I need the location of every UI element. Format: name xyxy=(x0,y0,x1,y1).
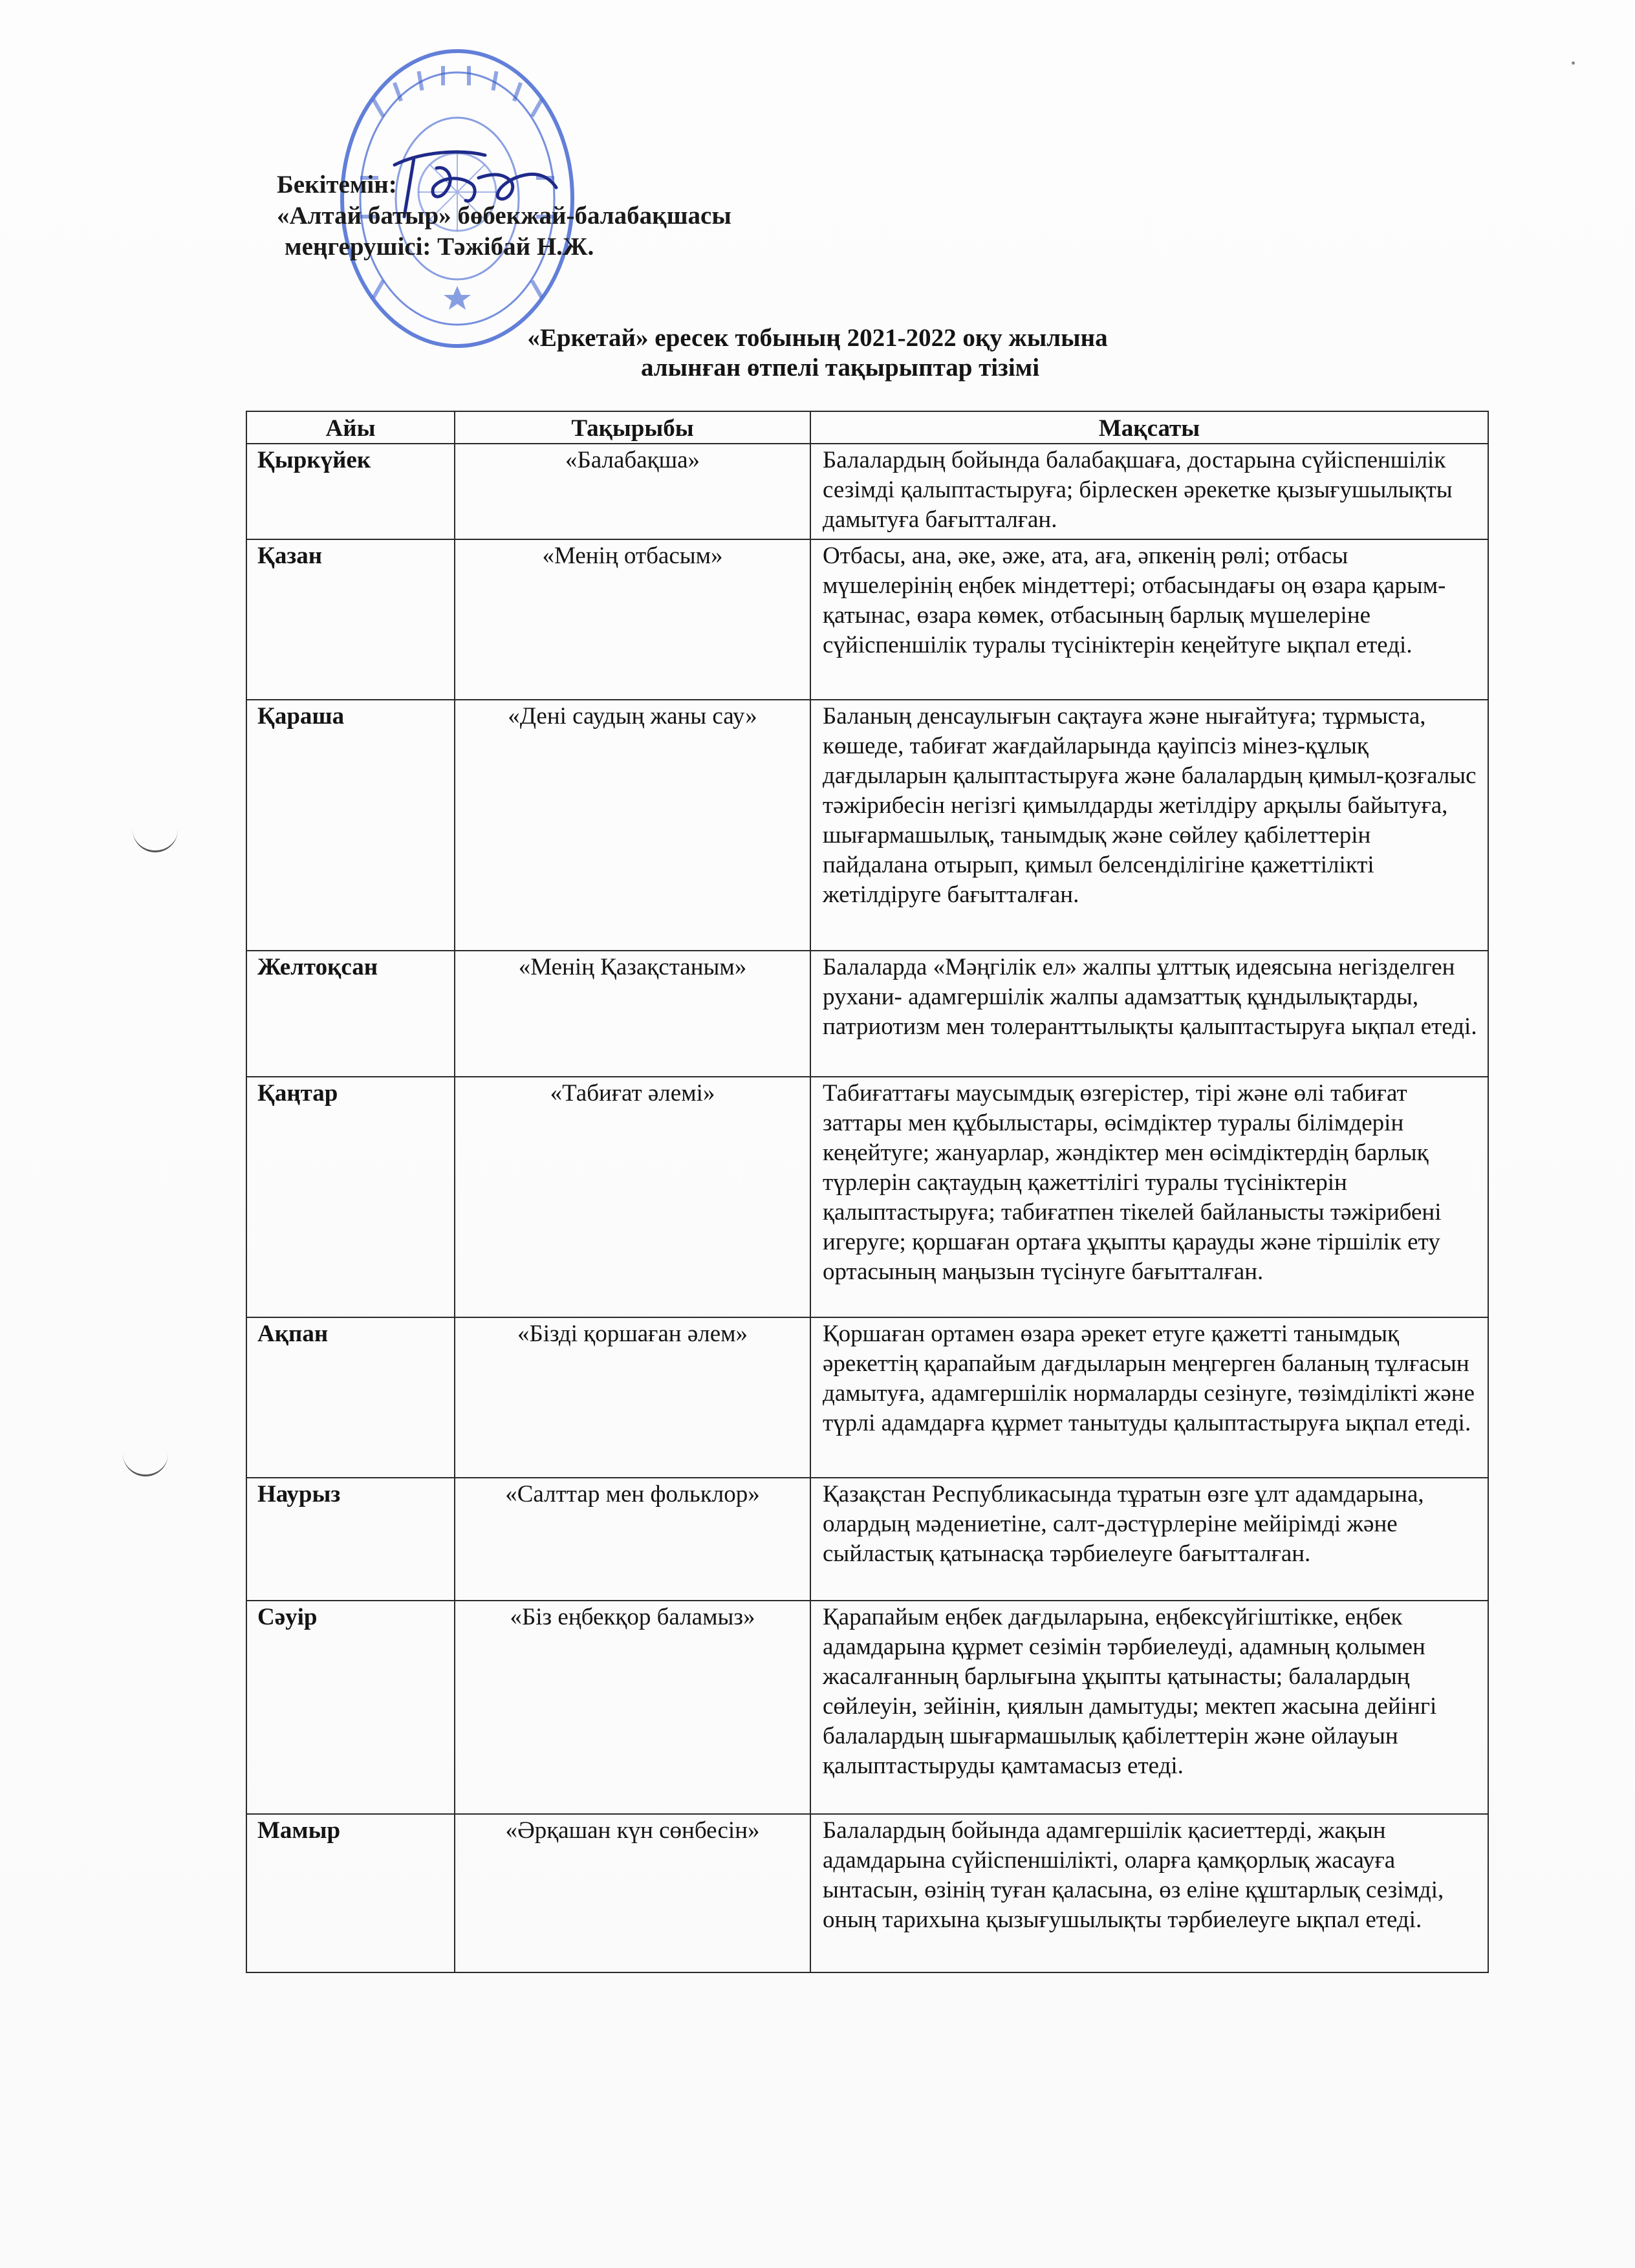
table-row xyxy=(246,951,1488,1077)
month-cell: Ақпан xyxy=(246,1317,455,1478)
director-name: меңгерушісі: Тәжібай Н.Ж. xyxy=(285,233,594,261)
table-row xyxy=(246,1317,1488,1478)
topic-cell: «Салттар мен фольклор» xyxy=(455,1478,810,1601)
topic-cell: «Әрқашан күн сөнбесін» xyxy=(455,1814,810,1972)
topic-cell: «Менің Қазақстаным» xyxy=(455,951,810,1077)
approval-label: Бекітемін: xyxy=(277,171,397,199)
goal-cell: Балалардың бойында адамгершілік қасиеттерді, жақын адамдарына сүйіспеншілікті, оларға қамқорлық жасауға ынтасын, өзінің туған қаласына, өз еліне құштарлық сезімді, оның тарихына қызығушылықты тәрбиелеуге ықпал етеді. xyxy=(810,1814,1488,1972)
title-line-1: «Еркетай» ересек тобының 2021-2022 оқу жылына xyxy=(527,324,1108,352)
month-cell: Қараша xyxy=(246,700,455,951)
topic-cell: «Біз еңбекқор баламыз» xyxy=(455,1601,810,1814)
topic-cell: «Менің отбасым» xyxy=(455,539,810,700)
topic-cell: «Балабақша» xyxy=(455,444,810,539)
table-row xyxy=(246,1478,1488,1601)
goal-cell: Отбасы, ана, әке, әже, ата, аға, әпкенің рөлі; отбасы мүшелерінің еңбек міндеттері; отбасындағы оң өзара қарым-қатынас, өзара көмек, отбасының барлық мүшелеріне сүйіспеншілік туралы түсініктерін кеңейтуге ықпал етеді. xyxy=(810,539,1488,700)
topic-cell: «Табиғат әлемі» xyxy=(455,1077,810,1317)
month-cell: Қыркүйек xyxy=(246,444,455,539)
table-row xyxy=(246,1601,1488,1814)
month-cell: Қаңтар xyxy=(246,1077,455,1317)
goal-cell: Баланың денсаулығын сақтауға және нығайтуға; тұрмыста, көшеде, табиғат жағдайларында қауіпсіз мінез-құлық дағдыларын қалыптастыруға және балалардың қимыл-қозғалыс тәжірибесін негізгі қимылдарды жетілдіру арқылы байытуға, шығармашылық, танымдық және сөйлеу қабілеттерін пайдалана отырып, қимыл белсенділігіне қажеттілікті жетілдіруге бағытталған. xyxy=(810,700,1488,951)
month-cell: Наурыз xyxy=(246,1478,455,1601)
title-line-2: алынған өтпелі тақырыптар тізімі xyxy=(640,354,1040,382)
topic-cell: «Бізді қоршаған әлем» xyxy=(455,1317,810,1478)
header-goal: Мақсаты xyxy=(810,411,1488,444)
table-row xyxy=(246,444,1488,539)
month-cell: Сәуір xyxy=(246,1601,455,1814)
topic-cell: «Дені саудың жаны сау» xyxy=(455,700,810,951)
kindergarten-name: «Алтай батыр» бөбекжай-балабақшасы xyxy=(277,202,731,230)
table-row xyxy=(246,700,1488,951)
table-row xyxy=(246,1077,1488,1317)
table-header-row xyxy=(246,411,1488,444)
goal-cell: Балалардың бойында балабақшаға, достарына сүйіспеншілік сезімді қалыптастыруға; бірлескен әрекетке қызығушылықты дамытуға бағытталған. xyxy=(810,444,1488,539)
month-cell: Қазан xyxy=(246,539,455,700)
document-title xyxy=(0,323,1635,383)
approval-block xyxy=(277,169,731,263)
month-cell: Мамыр xyxy=(246,1814,455,1972)
goal-cell: Қоршаған ортамен өзара әрекет етуге қажетті танымдық әрекеттің қарапайым дағдыларын меңгерген баланың тұлғасын дамытуға, адамгершілік нормаларды сезінуге, төзімділікті және түрлі адамдарға құрмет танытуды қалыптастыруға ықпал етеді. xyxy=(810,1317,1488,1478)
thematic-plan-table xyxy=(246,411,1489,1973)
month-cell: Желтоқсан xyxy=(246,951,455,1077)
goal-cell: Қарапайым еңбек дағдыларына, еңбексүйгіштікке, еңбек адамдарына құрмет сезімін тәрбиелеуді, адамның қолымен жасалғанның барлығына ұқыпты қатынасты; балалардың сөйлеуін, зейінін, қиялын дамытуды; мектеп жасына дейінгі балалардың шығармашылық қабілеттерін және ойлауын қалыптастыруды қамтамасыз етеді. xyxy=(810,1601,1488,1814)
goal-cell: Табиғаттағы маусымдық өзгерістер, тірі және өлі табиғат заттары мен құбылыстары, өсімдіктер туралы білімдерін кеңейтуге; жануарлар, жәндіктер мен өсімдіктердің барлық түрлерін сақтаудың қажеттілігі туралы түсініктерін қалыптастыруға; табиғатпен тікелей байланысты тәжірибені игеруге; қоршаған ортаға ұқыпты қарауды және тіршілік ету ортасының маңызын түсінуге бағытталған. xyxy=(810,1077,1488,1317)
goal-cell: Балаларда «Мәңгілік ел» жалпы ұлттық идеясына негізделген рухани- адамгершілік жалпы адамзаттық құндылықтарды, патриотизм мен толеранттылықты қалыптастыруға ықпал етеді. xyxy=(810,951,1488,1077)
header-month: Айы xyxy=(246,411,455,444)
table-row xyxy=(246,539,1488,700)
goal-cell: Қазақстан Республикасында тұратын өзге ұлт адамдарына, олардың мәдениетіне, салт-дәстүрлеріне мейірімді және сыйластық қатынасқа тәрбиелеуге бағытталған. xyxy=(810,1478,1488,1601)
table-row xyxy=(246,1814,1488,1972)
scan-speck xyxy=(1572,61,1575,65)
header-topic: Тақырыбы xyxy=(455,411,810,444)
